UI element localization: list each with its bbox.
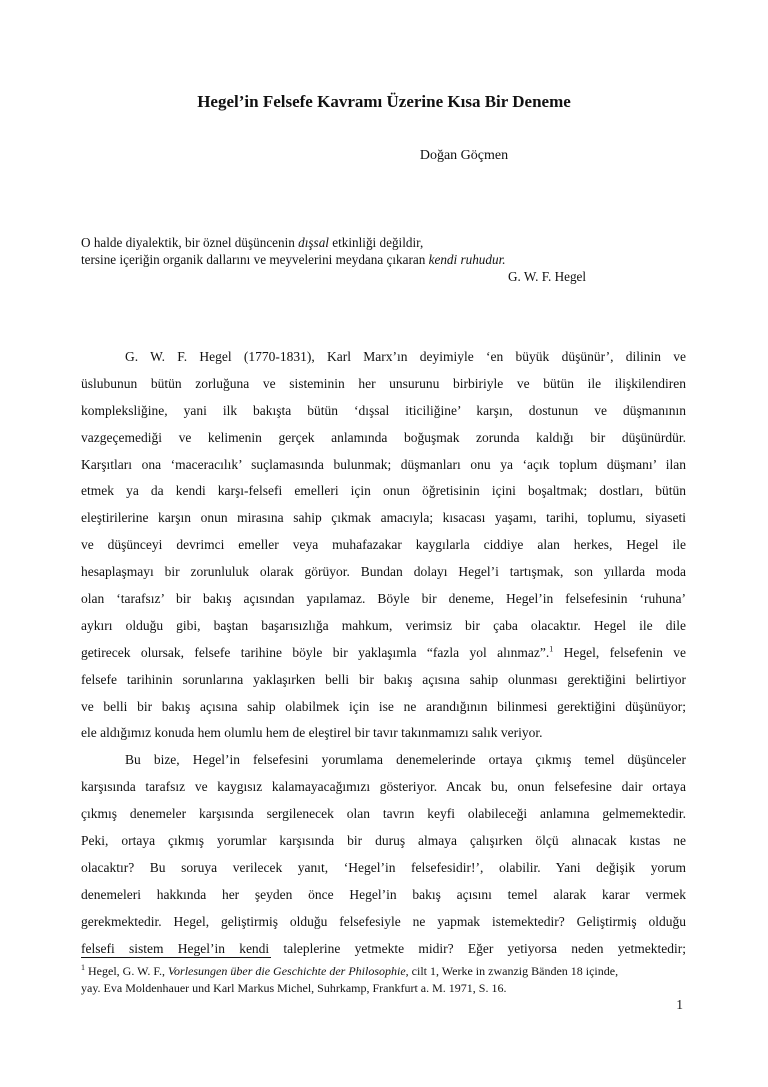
body-line: olan ‘tarafsız’ bir bakış açısından yapılamaz. Böyle bir deneme, Hegel’in felsefesinin ‘ruhuna’ (81, 591, 686, 607)
body-line: hesaplaşmayı bir zorunluluk olarak görüyor. Bundan dolayı Hegel’i tartışmak, son yıllarda moda (81, 564, 686, 580)
body-line: aykırı olduğu gibi, baştan başarısızlığa mahkum, verimsiz bir çaba olacaktır. Hegel ile dile (81, 617, 686, 633)
footnote-mark: 1 (81, 963, 85, 972)
body-line: çıkmış denemeler karşısında sergilenecek olan tavrın keyfi olabileceği anlamına gelmemektedir. (81, 806, 686, 822)
epigraph-attribution: G. W. F. Hegel (508, 269, 587, 284)
body-line: G. W. F. Hegel (1770-1831), Karl Marx’ın deyimiyle ‘en büyük düşünür’, dilinin ve (125, 349, 686, 364)
body-line: vazgeçemediği ve kelimenin gerçek anlamında boğuşmak zorunda kaldığı bir düşünürdür. (81, 429, 686, 445)
paper-title: Hegel’in Felsefe Kavramı Üzerine Kısa Bir Deneme (197, 92, 571, 111)
body-line: felsefe tarihinin sorunlarına yaklaşırken belli bir bakış açısına sahip olunması gerektiğini belirtiyor (81, 671, 686, 687)
body-line: gerekmektedir. Hegel, geliştirmiş olduğu felsefesiyle ne yapmak istemektedir? Geliştirmiş olduğu (81, 913, 686, 929)
body-line: Peki, ortaya çıkmış yorumlar karşısında bir duruş almaya çalışırken ölçü alınacak kıstas ne (81, 833, 686, 849)
body-line: ele aldığımız konuda hem olumlu hem de eleştirel bir tavır takınmamızı salık veriyor. (81, 725, 543, 741)
epigraph (81, 234, 691, 284)
epigraph-line-2: tersine içeriğin organik dallarını ve meyvelerini meydana çıkaran kendi ruhudur. (81, 252, 506, 267)
body-line: etmek ya da kendi karşı-felsefi emelleri için onun öğretisinin içini boşaltmak; dostları, bütün (81, 483, 686, 499)
body-line: ve düşünceyi devrimci emeller veya muhafazakar kaygılarla ciddiye alan herkes, Hegel ile (81, 537, 686, 553)
footnote-line-1: $^1$ Hegel, G. W. F., Vorlesungen über die Geschichte der Philosophie, cilt 1, Werke in zwanzig Bänden 18 içinde, (81, 963, 619, 978)
body-line: ve belli bir bakış açısına sahip olabilmek için ise ne arandığının bilinmesi gerektiğini düşünüyor; (81, 698, 686, 714)
body-line: eleştirilerine karşın onun mirasına sahip çıkmak amacıyla; kısacası yaşamı, tarihi, toplumu, siyaseti (81, 510, 686, 526)
footnote (81, 963, 691, 997)
epigraph-line-1: O halde diyalektik, bir öznel düşüncenin dışsal etkinliği değildir, (81, 235, 424, 250)
body-text (81, 344, 686, 962)
body-line: Karşıtları ona ‘maceracılık’ suçlamasında bulunmak; düşmanları onu ya ‘açık toplum düşmanı’ ilan (81, 456, 686, 472)
body-line: Bu bize, Hegel’in felsefesini yorumlama denemelerinde ortaya çıkmış temel düşünceler (125, 752, 686, 768)
body-line: denemeleri hakkında her şeyden önce Hegel’in bakış açısını temel alarak karar vermek (81, 886, 686, 902)
body-line: olacaktır? Bu soruya verilecek yanıt, ‘Hegel’in felsefesidir!’, olabilir. Yani değişik yorum (81, 859, 686, 875)
body-line: karşısında tarafsız ve kaygısız kalamayacağımızı gösteriyor. Ancak bu, onun felsefesine dair ortaya (81, 779, 686, 795)
page-number: 1 (676, 997, 683, 1012)
footnote-line-2: yay. Eva Moldenhauer und Karl Markus Michel, Suhrkamp, Frankfurt a. M. 1971, S. 16. (81, 981, 507, 995)
footnote-reference[interactable]: 1 (549, 644, 554, 654)
body-line: getirecek olursak, felsefe tarihine böyle bir yaklaşımla “fazla yol alınmaz”.$^1$ Hegel, felsefenin ve (81, 644, 686, 660)
body-line: üslubunun bütün zorluğuna ve sisteminin her unsurunu birbiriyle ve bütün ile ilişkilendiren (81, 375, 686, 391)
body-line: kompleksliğine, yani ilk bakışta bütün ‘dışsal iticiliğine’ karşın, dostunun ve düşmanının (81, 402, 686, 418)
footnote-separator (81, 957, 271, 958)
body-line: felsefi sistem Hegel’in kendi taleplerine yetmekte midir? Eğer yetiyorsa neden yetmektedir; (81, 940, 686, 956)
author-name: Doğan Göçmen (419, 148, 509, 163)
